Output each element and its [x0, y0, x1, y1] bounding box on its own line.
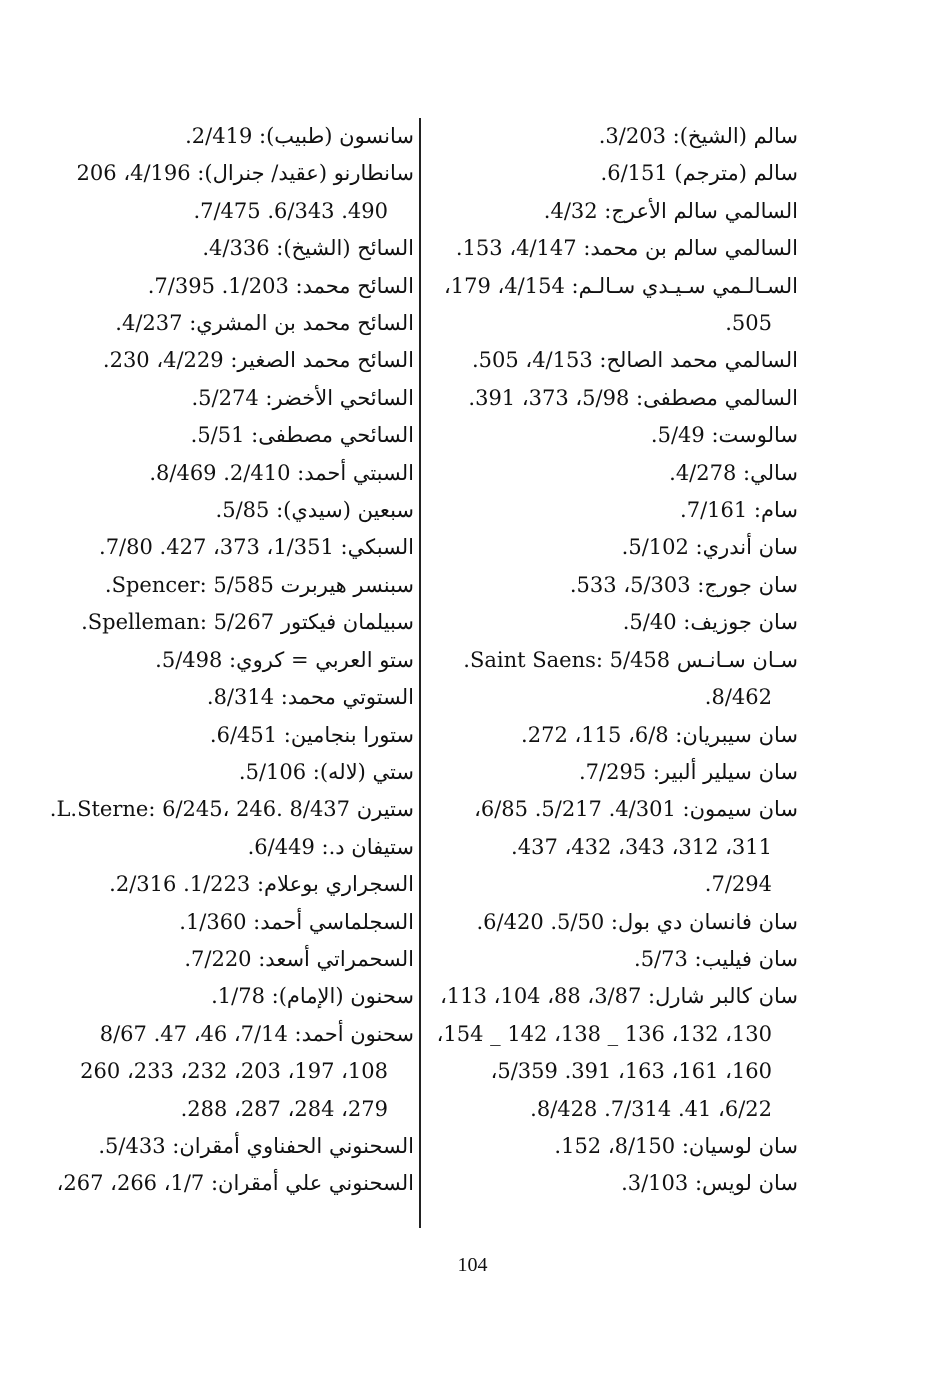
index-entry — [48, 717, 414, 754]
index-entry — [432, 904, 798, 941]
index-entry — [48, 941, 414, 978]
index-entry — [48, 268, 414, 305]
index-entry-line: السجلماسي أحمد: 1/360. — [179, 909, 414, 934]
index-entry-line: سالم (مترجم) 6/151. — [600, 161, 798, 186]
index-entry-line: سحنون (الإمام): 1/78. — [211, 984, 414, 1009]
index-entry — [48, 604, 414, 641]
index-entry — [48, 492, 414, 529]
index-entry — [432, 380, 798, 417]
index-entry — [432, 492, 798, 529]
index-entry — [48, 904, 414, 941]
index-entry-line: ستورا بنجامين: 6/451. — [209, 722, 414, 747]
index-entry-line: السحنوني الحفناوي أمقران: 5/433. — [98, 1133, 414, 1158]
index-entry-continuation: 279، 284، 287، 288. — [180, 1096, 388, 1121]
index-entry-continuation: 130، 132، 136 _ 138، 142 _ 154، — [436, 1021, 772, 1046]
index-entry-line: السائحي مصطفى: 5/51. — [190, 423, 414, 448]
index-column-left — [48, 118, 414, 1203]
index-entry — [432, 941, 798, 978]
index-column-right — [432, 118, 798, 1203]
index-entry-line: السحمراتي أسعد: 7/220. — [184, 946, 414, 971]
index-entry-continuation: 108، 197، 203، 232، 233، 260 — [80, 1059, 388, 1084]
index-entry — [432, 118, 798, 155]
index-entry-line: سان فانسان دي بول: 5/50. 6/420. — [476, 909, 798, 934]
index-entry — [48, 529, 414, 566]
index-entry-line: سبنسر هيربرت Spencer: 5/585. — [104, 572, 414, 597]
index-entry — [48, 642, 414, 679]
index-entry — [432, 754, 798, 791]
index-entry-line: سان جوزيف: 5/40. — [622, 610, 798, 635]
index-entry-continuation: 7/294. — [704, 872, 772, 897]
index-entry-line: سان لويس: 3/103. — [621, 1171, 798, 1196]
index-entry-line: السبكي: 1/351، 373، 427. 7/80. — [99, 535, 414, 560]
index-entry-line: السالمي مصطفى: 5/98، 373، 391. — [468, 385, 798, 410]
index-entry — [48, 118, 414, 155]
index-entry — [432, 193, 798, 230]
index-entry-line: سـان سـانـس Saint Saens: 5/458. — [463, 647, 798, 672]
index-entry-line: السائحي الأخضر: 5/274. — [191, 385, 414, 410]
index-entry-line: سان سيمون: 4/301. 5/217. 6/85، — [474, 797, 798, 822]
index-entry-line: سام: 7/161. — [680, 498, 798, 523]
index-entry-line: سانطارنو (عقيد/ جنرال): 4/196، 206 — [76, 161, 414, 186]
index-entry-line: السـالـمي سـيـدي سـالـم: 4/154، 179، — [443, 273, 798, 298]
index-entry — [48, 866, 414, 903]
index-entry — [432, 268, 798, 343]
index-entry — [432, 567, 798, 604]
index-entry-continuation: 160، 161، 163، 391. 5/359، — [490, 1059, 772, 1084]
index-entry-line: سانسون (طبيب): 2/419. — [185, 124, 414, 148]
index-entry — [48, 342, 414, 379]
index-entry — [432, 717, 798, 754]
index-entry — [48, 978, 414, 1015]
index-entry — [48, 791, 414, 828]
index-entry — [432, 455, 798, 492]
index-entry-continuation: 6/22، 41. 7/314. 8/428. — [530, 1096, 772, 1121]
index-entry — [48, 754, 414, 791]
index-entry — [48, 380, 414, 417]
index-entry-line: سان كالبر شارل: 3/87، 88، 104، 113، — [440, 984, 798, 1009]
index-entry-line: السالمي سالم بن محمد: 4/147، 153. — [455, 236, 798, 261]
index-entry-line: ستو العربي = كروي: 5/498. — [155, 647, 414, 672]
index-entry-line: السبتي أحمد: 2/410. 8/469. — [149, 460, 414, 485]
index-entry-line: سان فيليب: 5/73. — [634, 946, 798, 971]
index-entry-line: السحنوني علي أمقران: 1/7، 266، 267، — [56, 1171, 414, 1196]
index-entry — [432, 978, 798, 1128]
index-entry-continuation: 505. — [725, 311, 772, 336]
index-entry — [432, 417, 798, 454]
index-entry-line: السالمي سالم الأعرج: 4/32. — [543, 198, 798, 223]
column-divider — [419, 118, 421, 1228]
index-entry-line: السائح محمد الصغير: 4/229، 230. — [102, 348, 414, 373]
index-entry — [432, 1128, 798, 1165]
index-entry — [432, 1165, 798, 1202]
index-entry — [48, 567, 414, 604]
index-entry-line: سالي: 4/278. — [669, 460, 798, 485]
index-entry-line: السائح محمد: 1/203. 7/395. — [147, 273, 414, 298]
index-entry — [48, 305, 414, 342]
index-entry-line: سان لوسيان: 8/150، 152. — [554, 1133, 798, 1158]
index-entry-line: سان سيلير ألبير: 7/295. — [578, 759, 798, 784]
index-entry-line: سالم (الشيخ): 3/203. — [598, 124, 798, 148]
index-entry-line: السائح (الشيخ): 4/336. — [202, 236, 414, 261]
index-entry-line: سحنون أحمد: 7/14، 46، 47. 8/67 — [99, 1021, 414, 1046]
index-entry-continuation: 490. 6/343. 7/475. — [193, 198, 388, 223]
index-entry — [432, 529, 798, 566]
index-entry — [432, 642, 798, 717]
index-entry — [48, 829, 414, 866]
index-entry-line: الستوتي محمد: 8/314. — [206, 685, 414, 710]
index-entry — [432, 342, 798, 379]
index-entry — [48, 230, 414, 267]
index-entry — [48, 1165, 414, 1202]
index-entry-line: السالمي محمد الصالح: 4/153، 505. — [471, 348, 798, 373]
index-entry — [48, 417, 414, 454]
index-entry — [48, 679, 414, 716]
index-entry-continuation: 311، 312، 343، 432، 437. — [511, 834, 772, 859]
index-entry-line: سبعين (سيدي): 5/85. — [215, 498, 414, 523]
index-entry-line: سبيلمان فيكتور Spelleman: 5/267. — [81, 610, 414, 635]
index-entry — [432, 791, 798, 903]
index-entry — [48, 155, 414, 230]
index-entry — [432, 155, 798, 192]
index-entry — [48, 1128, 414, 1165]
index-entry-line: السائح محمد بن المشري: 4/237. — [115, 311, 414, 336]
index-entry-line: سالوست: 5/49. — [650, 423, 798, 448]
index-entry-line: ستيفان د.: 6/449. — [247, 834, 414, 859]
index-entry-line: سان أندري: 5/102. — [621, 535, 798, 560]
page-number: 104 — [457, 1254, 488, 1276]
index-entry-line: ستيرن L.Sterne: 6/245، 246. 8/437. — [49, 797, 414, 822]
index-entry-line: سان جورج: 5/303، 533. — [569, 572, 798, 597]
index-entry — [432, 230, 798, 267]
index-entry — [432, 604, 798, 641]
index-entry — [48, 1016, 414, 1128]
index-entry-line: السجراري بوعلام: 1/223. 2/316. — [109, 872, 414, 897]
index-entry — [48, 455, 414, 492]
index-entry-line: سان سيبريان: 6/8، 115، 272. — [521, 722, 798, 747]
index-entry-continuation: 8/462. — [704, 685, 772, 710]
index-entry-line: ستي (لاله): 5/106. — [238, 759, 414, 784]
